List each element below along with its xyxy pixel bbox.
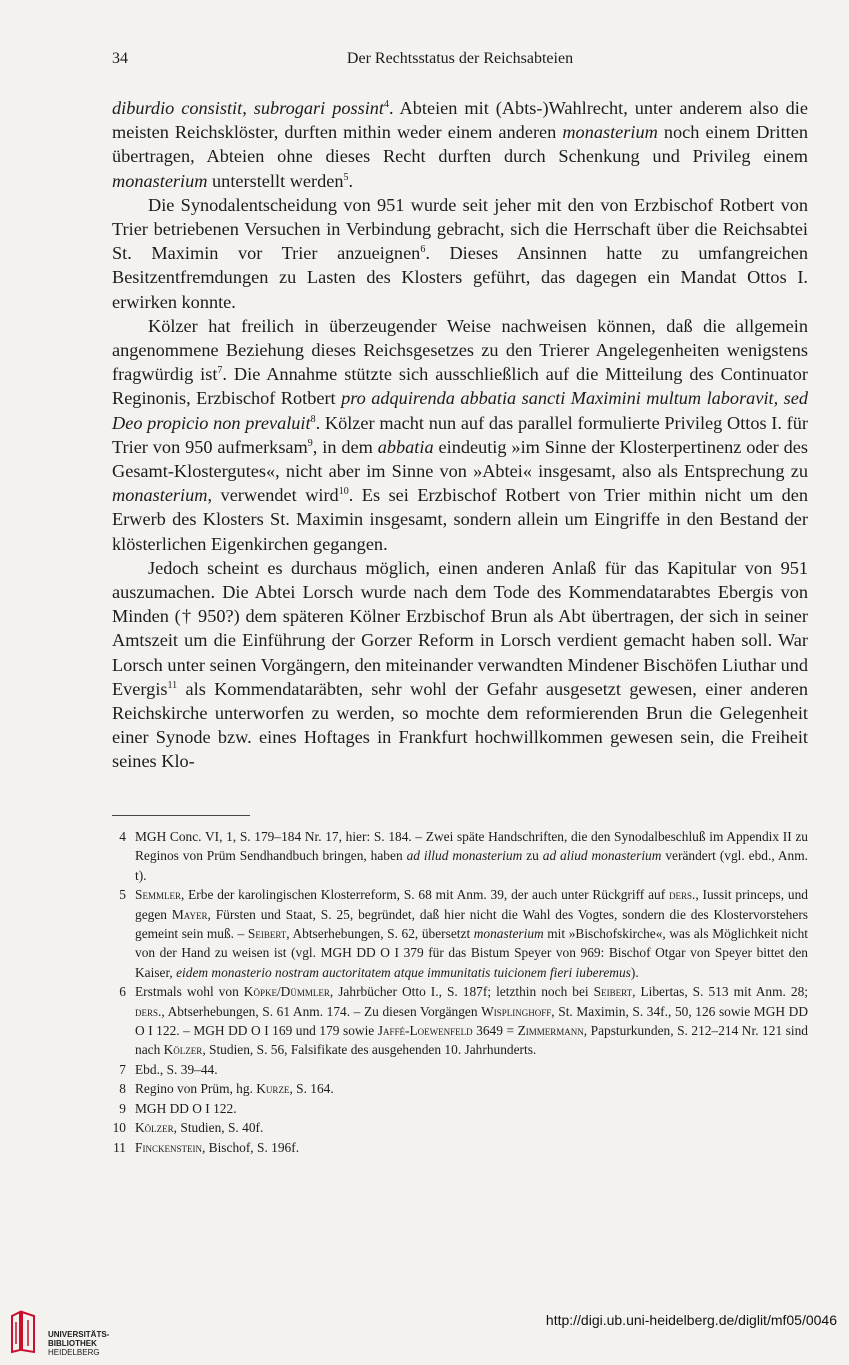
text-run: , Abtserhebungen, S. 62, übersetzt: [286, 926, 474, 942]
text-run: als Kommendataräbten, sehr wohl der Gefahr ausgesetzt gewesen, einer anderen Reichskirche unterworfen zu werden, so mochte dem reformierenden Brun die Gelegenheit einer Synode bzw. eines Hoftages in Frankfurt hochwillkommen gewesen sein, die Freiheit seines Klo-: [112, 678, 808, 772]
footnote-text: [135, 1101, 237, 1116]
text-run: , Fürsten und Staat, S. 25, begründet, daß hier nicht die Wahl des Vogtes, sondern die des Klostervorstehers gemeint sein muß. –: [135, 906, 808, 942]
text-run: eindeutig »im Sinne der Klosterpertinenz oder des Gesamt-Klostergutes«, nicht aber im Sinne von »Abtei« insgesamt, also als Entsprechung zu: [112, 436, 808, 482]
paragraph: [112, 314, 808, 556]
text-run: , Studien, S. 56, Falsifikate des ausgehenden 10. Jahrhunderts.: [202, 1042, 537, 1058]
text-run: Jedoch scheint es durchaus möglich, einen anderen Anlaß für das Kapitular von 951 auszumachen. Die Abtei Lorsch wurde nach dem Tode des Kommendatarabtes Ebergis von Minden († 950?) dem späteren Kölner Erzbischof Brun als Abt übertragen, der sich in seiner Amtszeit um die Einführung der Gorzer Reform in Lorsch verdient gemacht haben soll. War Lorsch unter seinen Vorgängern, den miteinander verwandten Mindener Bischöfen Liuthar und Evergis: [112, 557, 808, 699]
text-run: , Erbe der karolingischen Klosterreform, S. 68 mit Anm. 39, der auch unter Rückgriff auf: [180, 887, 669, 903]
text-run: , Studien, S. 40f.: [173, 1120, 264, 1136]
italic-text: eidem monasterio nostram auctoritatem atque immunitatis tuicionem fieri iuberemus: [176, 964, 631, 980]
library-name: [48, 1330, 109, 1357]
footnote: [112, 1138, 808, 1157]
footnote-number: 9: [119, 1100, 126, 1116]
text-run: . Kölzer macht nun auf das parallel formulierte Privileg Ottos I. für Trier von 950 aufmerksam: [112, 412, 808, 457]
footnote-text: [135, 1140, 299, 1155]
author-name: Mayer: [171, 906, 208, 922]
italic-text: abbatia: [377, 436, 434, 457]
text-run: , S. 164.: [289, 1081, 334, 1097]
footnote-number: 10: [112, 1120, 126, 1136]
author-name: Kölzer: [163, 1042, 203, 1058]
footnote-ref: 6: [420, 244, 426, 256]
footnote-ref: 4: [384, 98, 390, 110]
text-run: .: [348, 170, 354, 191]
text-run: ., Iussit princeps, und gegen: [135, 887, 808, 922]
author-name: Zimmermann: [517, 1023, 584, 1039]
footnote: [112, 885, 808, 982]
body-text: [112, 96, 808, 774]
footnote-text: [135, 1062, 218, 1077]
footnote: [112, 1099, 808, 1118]
source-url-link[interactable]: http://digi.ub.uni-heidelberg.de/diglit/mf05/0046: [545, 1312, 837, 1328]
paragraph: [112, 556, 808, 774]
author-name: Wisplinghoff: [481, 1003, 552, 1019]
text-run: Erstmals wohl von: [135, 984, 244, 1000]
footnote-ref: 10: [338, 486, 349, 498]
italic-text: monasterium: [112, 485, 208, 506]
footnote-text: [135, 829, 808, 883]
text-run: . Dieses Ansinnen hatte zu umfangreichen Besitzentfremdungen zu Lasten des Klosters geführt, das dagegen ein Mandat Ottos I. erwirken konnte.: [112, 243, 809, 312]
footnote-number: 11: [113, 1139, 126, 1155]
footnote-number: 4: [119, 829, 126, 844]
page-header: [112, 50, 808, 74]
footnote-text: [135, 984, 808, 1057]
italic-text: ad illud monasterium: [406, 848, 523, 864]
text-run: ).: [630, 964, 639, 980]
footnote: [112, 1079, 808, 1098]
library-name-line: UNIVERSITÄTS-: [48, 1330, 110, 1339]
footnote-number: 6: [119, 984, 126, 1000]
text-run: . Es sei Erzbischof Rotbert von Trier mithin nicht um den Erwerb des Klosters St. Maximin insgesamt, sondern allein um Eingriffe in den Bestand der klösterlichen Eigenkirchen gegangen.: [112, 485, 808, 554]
italic-text: ad aliud monasterium: [542, 848, 662, 864]
italic-text: diburdio consistit, subrogari possint: [112, 98, 385, 118]
text-run: MGH Conc. VI, 1, S. 179–184 Nr. 17, hier: S. 184. – Zwei späte Handschriften, die den Synodalbeschluß im Appendix II zu Reginos von Prüm Sendhandbuch bringen, haben: [135, 829, 808, 864]
footnote-number: 8: [119, 1081, 126, 1097]
footnote-ref: 7: [217, 365, 223, 377]
footnote: [112, 1118, 808, 1137]
text-run: , Libertas, S. 513 mit Anm. 28;: [632, 984, 808, 1000]
author-name: Seibert: [247, 926, 287, 942]
author-name: Köpke/Dümmler: [243, 984, 330, 1000]
footnote: [112, 1060, 808, 1079]
footnote-text: [135, 1120, 263, 1135]
author-name: Seibert: [593, 984, 633, 1000]
text-run: mit »Bischofskirche«, was als Möglichkeit nicht von der Hand zu weisen ist (vgl. MGH DD O I 379 für das Bistum Speyer von 969: Bischof Otgar von Speyer bittet den Kaiser,: [135, 926, 808, 980]
library-name-line: BIBLIOTHEK: [48, 1339, 97, 1348]
text-run: noch einem Dritten übertragen, Abteien ohne dieses Recht durften durch Schenkung und Privileg einem: [112, 122, 808, 167]
footnote-number: 5: [119, 887, 126, 903]
author-name: ders: [669, 887, 693, 903]
text-run: Regino von Prüm, hg.: [135, 1081, 257, 1097]
text-run: MGH DD O I 122.: [135, 1100, 237, 1116]
footnote-ref: 5: [343, 171, 349, 183]
author-name: Kölzer: [135, 1120, 174, 1136]
paragraph: [112, 193, 808, 314]
italic-text: monasterium: [112, 170, 208, 191]
text-run: , in dem: [312, 436, 378, 457]
footnote-text: [135, 887, 808, 980]
footnote-number: 7: [119, 1061, 126, 1077]
footnote-ref: 9: [307, 437, 313, 449]
text-run: . Die Annahme stützte sich ausschließlich auf die Mitteilung des Continuator Reginonis, Erzbischof Rotbert: [112, 364, 808, 409]
author-name: Semmler: [135, 887, 181, 903]
text-run: zu: [522, 848, 543, 864]
university-library-logo-icon: [8, 1310, 38, 1354]
author-name: Kurze: [256, 1081, 290, 1097]
text-run: Kölzer hat freilich in überzeugender Weise nachweisen können, daß die allgemein angenommene Beziehung dieses Reichsgesetzes zu den Trierer Angelegenheiten wenigstens fragwürdig ist: [112, 315, 808, 385]
text-run: , Jahrbücher Otto I., S. 187f; letzthin noch bei: [329, 984, 594, 1000]
footnote-ref: 11: [167, 679, 178, 691]
text-run: , verwendet wird: [207, 485, 339, 506]
text-run: unterstellt werden: [207, 170, 344, 191]
italic-text: monasterium: [473, 926, 544, 942]
italic-text: monasterium: [562, 122, 658, 143]
footnote-text: [135, 1081, 334, 1096]
page-number: 34: [112, 50, 128, 67]
text-run: ., Abtserhebungen, S. 61 Anm. 174. – Zu diesen Vorgängen: [158, 1003, 482, 1019]
footnote-separator: [112, 815, 250, 816]
paragraph: [112, 96, 808, 193]
text-run: , Papsturkunden, S. 212–214 Nr. 121 sind nach: [135, 1023, 808, 1058]
footnote: [112, 827, 808, 885]
text-run: , St. Maximin, S. 34f., 50, 126 sowie MGH DD O I 122. – MGH DD O I 169 und 179 sowie: [135, 1003, 808, 1039]
page-footer: [0, 1300, 849, 1365]
author-name: Jaffé-Loewenfeld: [377, 1023, 473, 1039]
library-name-line: HEIDELBERG: [48, 1348, 100, 1357]
text-run: 3649 =: [472, 1023, 518, 1039]
text-run: . Abteien mit (Abts-)Wahlrecht, unter anderem also die meisten Reichsklöster, durften mithin weder einem anderen: [112, 98, 808, 143]
text-run: Die Synodalentscheidung von 951 wurde seit jeher mit den von Erzbischof Rotbert von Trier betriebenen Versuchen in Verbindung gebracht, sich die Herrschaft über die Reichsabtei St. Maximin vor Trier anzueignen: [112, 194, 808, 264]
footnotes: [112, 827, 808, 1157]
author-name: ders: [135, 1003, 159, 1019]
author-name: Finckenstein: [135, 1139, 202, 1155]
library-logo[interactable]: [8, 1310, 118, 1357]
footnote-ref: 8: [310, 413, 316, 425]
text-run: verändert (vgl. ebd., Anm. t).: [135, 848, 808, 883]
running-title: Der Rechtsstatus der Reichsabteien: [346, 50, 574, 67]
text-run: , Bischof, S. 196f.: [201, 1139, 300, 1155]
footnote: [112, 982, 808, 1060]
text-run: Ebd., S. 39–44.: [135, 1061, 218, 1077]
italic-text: pro adquirenda abbatia sancti Maximini multum laboravit, sed Deo propicio non prevaluit: [112, 388, 808, 433]
